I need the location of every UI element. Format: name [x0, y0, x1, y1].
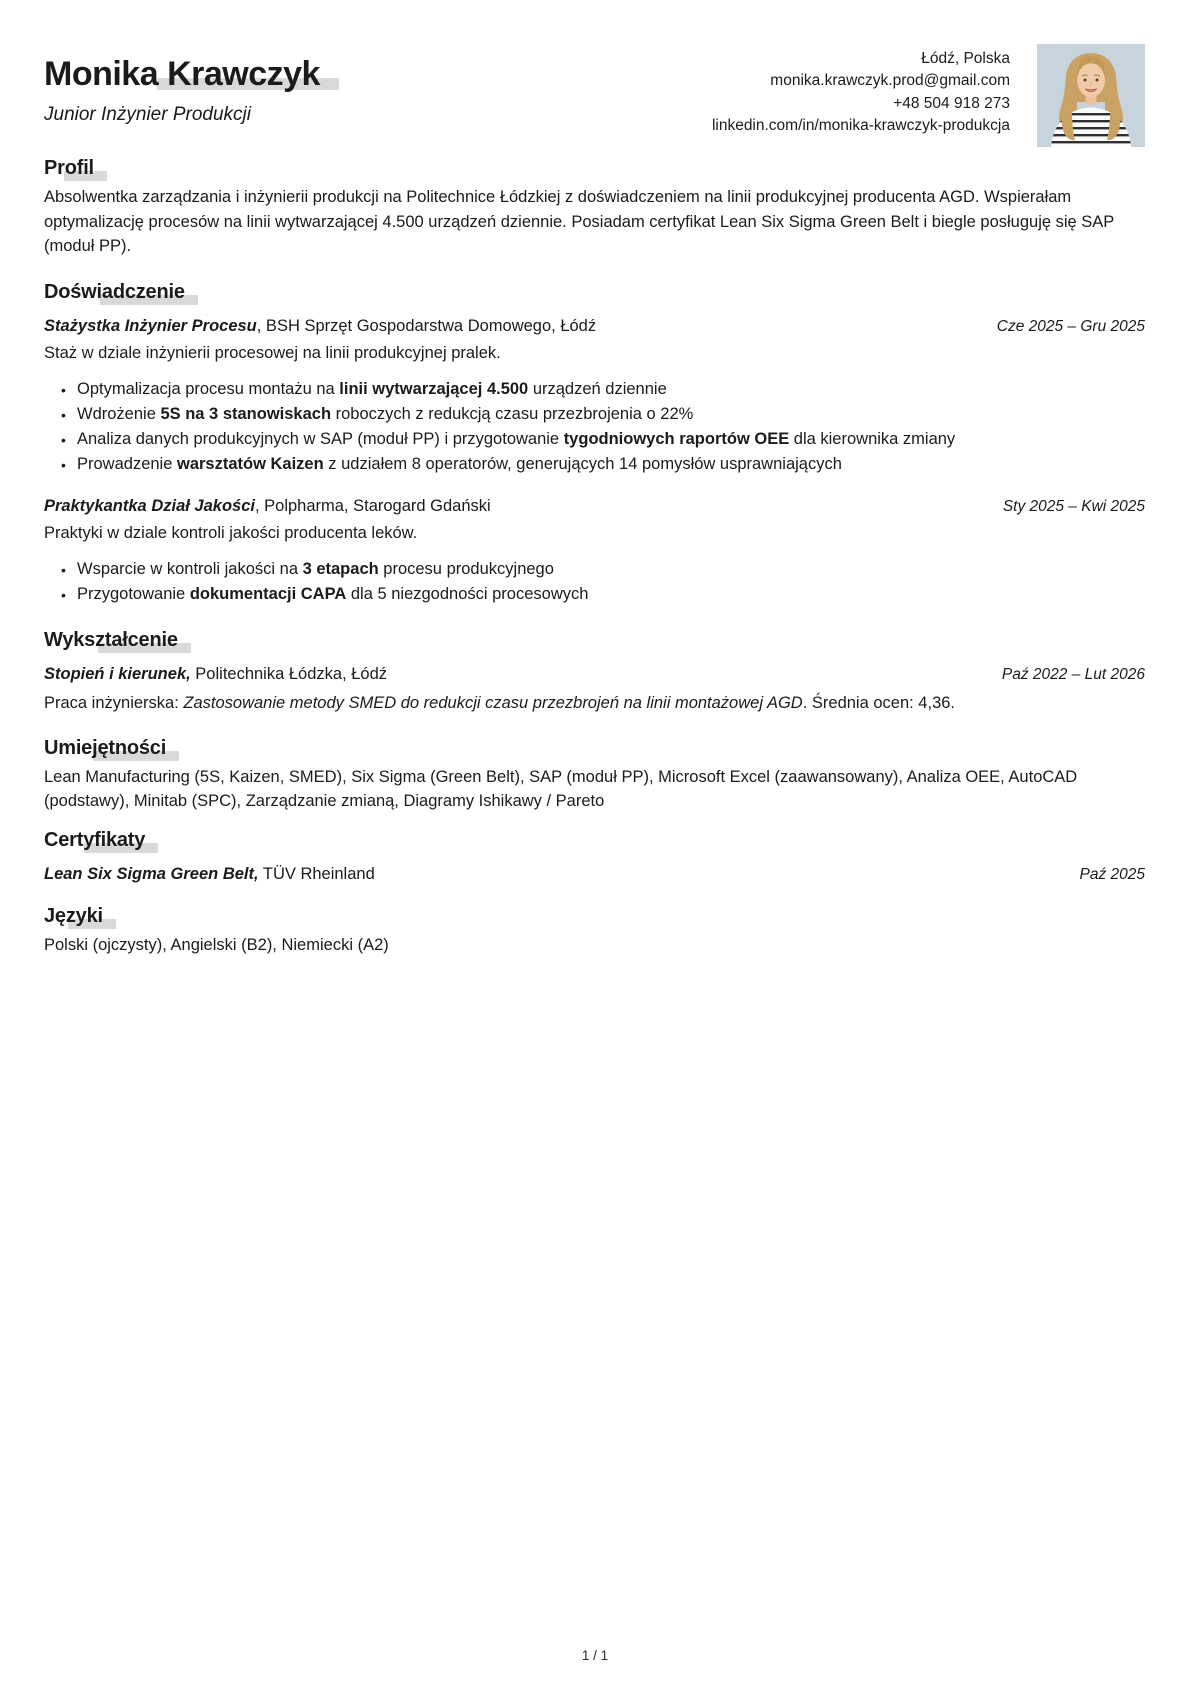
education-entry-head [44, 663, 1145, 686]
experience-entry-head [44, 495, 1145, 518]
education-title: Stopień i kierunek, Politechnika Łódzka, Łódź [44, 664, 388, 683]
bullet-item: • Optymalizacja procesu montażu na linii wytwarzającej 4.500 urządzeń dziennie [77, 377, 1145, 402]
certificate-dates: Paź 2025 [1079, 865, 1145, 883]
experience-title: Praktykantka Dział Jakości, Polpharma, Starogard Gdański [44, 496, 491, 515]
bullet-item: • Przygotowanie dokumentacji CAPA dla 5 niezgodności procesowych [77, 582, 1145, 607]
section-heading-jezyki: Języki [44, 904, 103, 927]
experience-entry [44, 495, 1145, 607]
experience-entry [44, 315, 1145, 477]
section-wyksztalcenie [44, 627, 1145, 715]
experience-summary: Staż w dziale inżynierii procesowej na linii produkcyjnej pralek. [44, 343, 501, 362]
languages-text: Polski (ojczysty), Angielski (B2), Niemiecki (A2) [44, 935, 389, 954]
education-dates: Paź 2022 – Lut 2026 [1001, 665, 1145, 683]
bullet-item: • Prowadzenie warsztatów Kaizen z udziałem 8 operatorów, generujących 14 pomysłów usprawniających [77, 452, 1145, 477]
experience-title: Stażystka Inżynier Procesu, BSH Sprzęt Gospodarstwa Domowego, Łódź [44, 316, 597, 335]
certificate-entry-head [44, 863, 1145, 886]
profile-photo [1037, 44, 1145, 147]
section-heading-profil: Profil [44, 157, 94, 179]
experience-org: , Polpharma, Starogard Gdański [254, 496, 491, 515]
header [44, 44, 1145, 147]
contact-location: Łódź, Polska [921, 50, 1010, 67]
experience-summary: Praktyki w dziale kontroli jakości producenta leków. [44, 523, 418, 542]
bullet-item: • Wdrożenie 5S na 3 stanowiskach roboczych z redukcją czasu przezbrojenia o 22% [77, 402, 1145, 427]
section-heading-wyksztalcenie: Wykształcenie [44, 628, 178, 651]
page-indicator: 1 / 1 [581, 1648, 609, 1663]
experience-bullets [44, 557, 1145, 607]
section-heading-certyfikaty: Certyfikaty [44, 828, 146, 851]
section-heading-doswiadczenie: Doświadczenie [44, 280, 185, 303]
experience-bullets [44, 377, 1145, 477]
experience-dates: Sty 2025 – Kwi 2025 [1002, 497, 1145, 515]
certificate-issuer: TÜV Rheinland [258, 864, 375, 883]
contact-info [712, 44, 1010, 138]
section-profil [44, 155, 1145, 259]
experience-entry-head [44, 315, 1145, 338]
section-doswiadczenie [44, 279, 1145, 607]
contact-linkedin: linkedin.com/in/monika-krawczyk-produkcja [711, 117, 1010, 135]
certificate-title: Lean Six Sigma Green Belt, TÜV Rheinland [44, 864, 375, 883]
skills-text: Lean Manufacturing (5S, Kaizen, SMED), Six Sigma (Green Belt), SAP (moduł PP), Microsoft Excel (zaawansowany), Analiza OEE, AutoCAD (podstawy), Minitab (SPC), Zarządzanie zmianą, Diagramy Ishikawy / Pareto [44, 767, 1078, 810]
education-details: Praca inżynierska: Zastosowanie metody SMED do redukcji czasu przezbrojeń na linii montażowej AGD. Średnia ocen: 4,36. [44, 693, 956, 712]
education-entry [44, 663, 1145, 715]
experience-dates: Cze 2025 – Gru 2025 [996, 317, 1145, 335]
bullet-item: • Analiza danych produkcyjnych w SAP (moduł PP) i przygotowanie tygodniowych raportów OEE dla kierownika zmiany [77, 427, 1145, 452]
contact-email: monika.krawczyk.prod@gmail.com [770, 72, 1010, 90]
experience-org: , BSH Sprzęt Gospodarstwa Domowego, Łódź [256, 316, 597, 335]
contact-phone: +48 504 918 273 [893, 94, 1010, 112]
section-jezyki [44, 903, 1145, 958]
certificate-entry [44, 863, 1145, 886]
identity-block [44, 44, 320, 126]
section-umiejetnosci [44, 735, 1145, 814]
page-title: Monika Krawczyk [44, 55, 320, 93]
job-title: Junior Inżynier Produkcji [44, 103, 251, 125]
section-certyfikaty [44, 827, 1145, 886]
profil-text: Absolwentka zarządzania i inżynierii produkcji na Politechnice Łódzkiej z doświadczeniem na linii produkcyjnej producenta AGD. Wspierałam optymalizację procesów na linii wytwarzającej 4.500 urządzeń dziennie. Posiadam certyfikat Lean Six Sigma Green Belt i biegle posługuję się SAP (moduł PP). [44, 188, 1115, 255]
education-school: Politechnika Łódzka, Łódź [190, 664, 388, 683]
header-right [712, 44, 1145, 147]
section-heading-umiejetnosci: Umiejętności [44, 736, 167, 759]
bullet-item: • Wsparcie w kontroli jakości na 3 etapach procesu produkcyjnego [77, 557, 1145, 582]
